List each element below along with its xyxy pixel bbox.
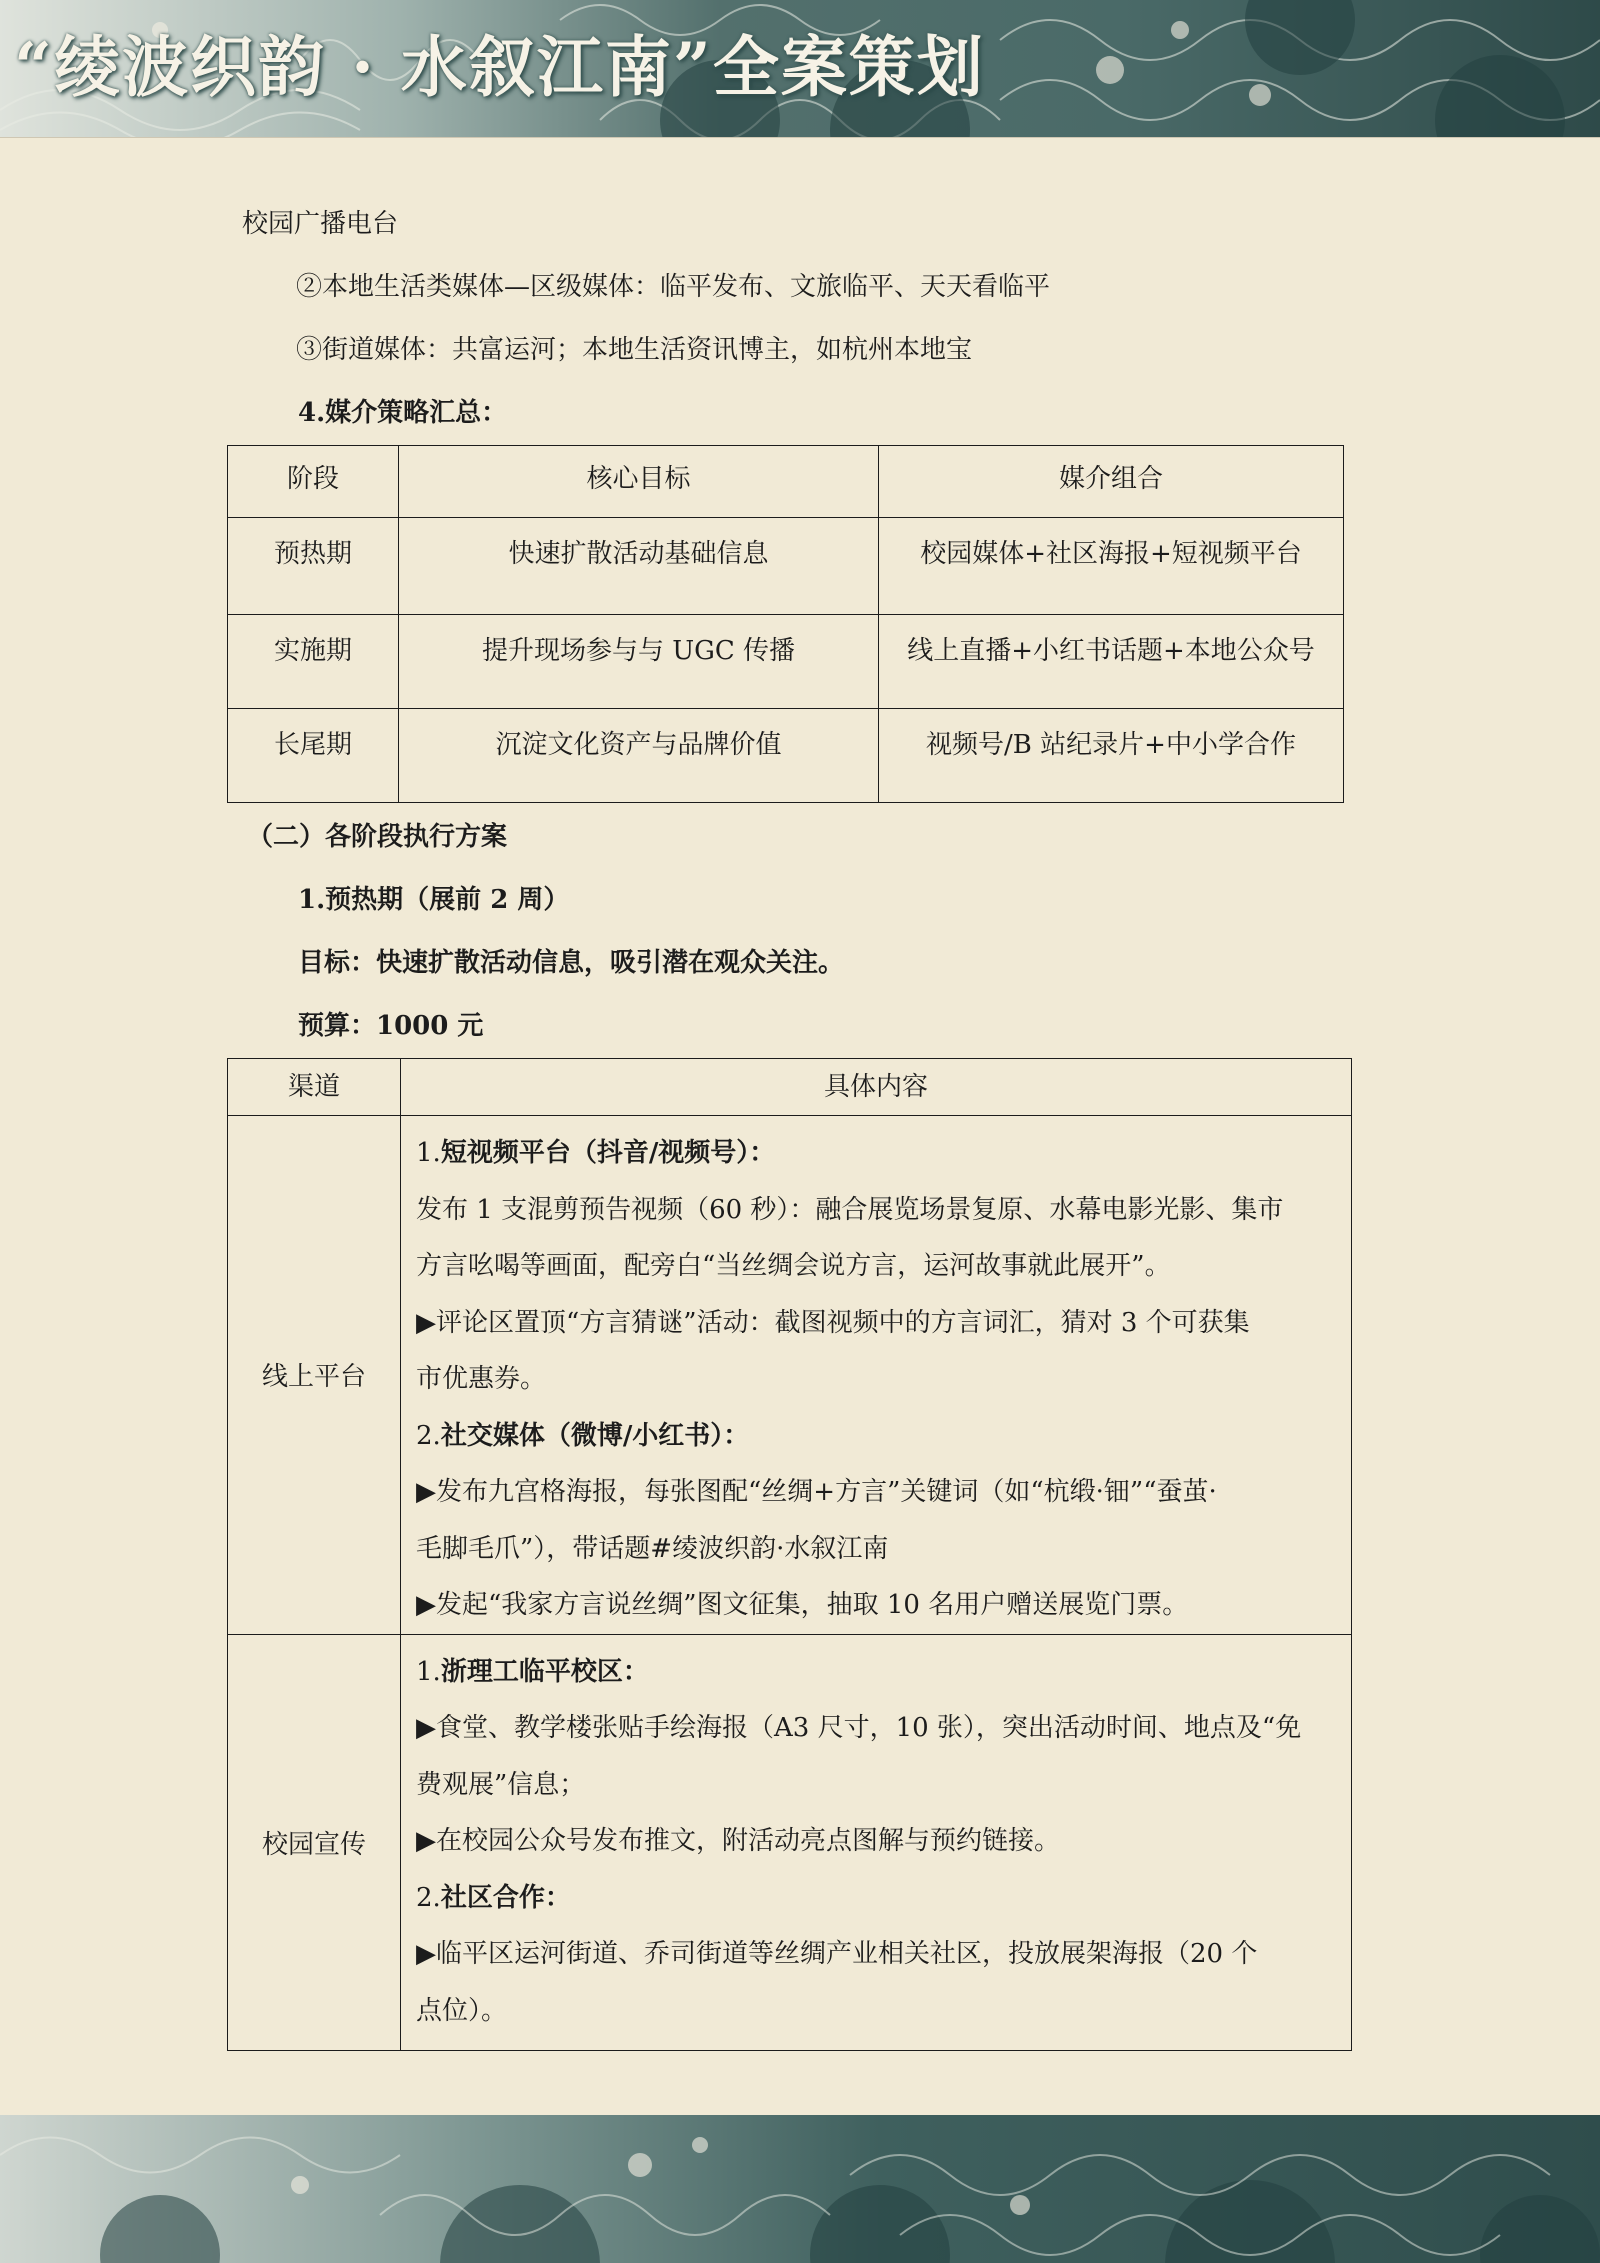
content-line: ▶发布九宫格海报，每张图配“丝绸+方言”关键词（如“杭缎·钿”“蚕茧· (416, 1477, 1217, 1507)
text-local-life-media: ②本地生活类媒体—区级媒体：临平发布、文旅临平、天天看临平 (296, 272, 1051, 302)
table-header-row (228, 1059, 1352, 1116)
content-line: 发布 1 支混剪预告视频（60 秒）：融合展览场景复原、水幕电影光影、集市 (416, 1194, 1284, 1225)
content-heading-number: 2. (416, 1882, 441, 1913)
ink-wave-decoration (0, 2115, 1600, 2263)
content-heading (416, 1644, 1337, 1701)
content-heading (416, 1870, 1337, 1927)
content-heading-text: 浙理工临平校区： (440, 1656, 649, 1687)
content-line: ▶评论区置顶“方言猜谜”活动：截图视频中的方言词汇，猜对 3 个可获集 (416, 1307, 1250, 1338)
content-heading-text: 社交媒体（微博/小红书）： (440, 1420, 750, 1451)
content-line: ▶在校园公众号发布推文，附活动亮点图解与预约链接。 (416, 1826, 1060, 1856)
content-line: 方言吆喝等画面，配旁白“当丝绸会说方言，运河故事就此展开”。 (416, 1251, 1171, 1281)
content-line: 毛脚毛爪”），带话题#绫波织韵·水叙江南 (416, 1533, 889, 1564)
content-line: ▶发起“我家方言说丝绸”图文征集，抽取 10 名用户赠送展览门票。 (416, 1590, 1189, 1620)
content-heading-number: 2. (416, 1420, 441, 1451)
text-street-media: ③街道媒体：共富运河；本地生活资讯博主，如杭州本地宝 (296, 335, 973, 365)
content-heading-text: 社区合作： (440, 1882, 571, 1913)
header-banner (0, 0, 1600, 138)
channel-plan-table (227, 1058, 1352, 2051)
table-cell-content (401, 1634, 1352, 2050)
heading-preheat-period: 1.预热期（展前 2 周） (298, 885, 570, 915)
table-header-cell: 渠道 (228, 1059, 401, 1116)
table-row (228, 709, 1344, 803)
table-cell-media-mix: 线上直播+小红书话题+本地公众号 (879, 615, 1344, 709)
table-cell-stage: 长尾期 (228, 709, 399, 803)
table-header-cell: 媒介组合 (879, 446, 1344, 518)
table-cell-goal: 快速扩散活动基础信息 (399, 518, 879, 615)
content-heading-text: 短视频平台（抖音/视频号）： (440, 1138, 776, 1168)
content-line: ▶食堂、教学楼张贴手绘海报（A3 尺寸，10 张），突出活动时间、地点及“免 (416, 1713, 1302, 1743)
table-header-cell: 核心目标 (399, 446, 879, 518)
heading-media-strategy-summary: 4.媒介策略汇总： (298, 398, 508, 428)
table-cell-stage: 预热期 (228, 518, 399, 615)
text-goal: 目标：快速扩散活动信息，吸引潜在观众关注。 (298, 948, 845, 978)
content-heading (416, 1408, 1337, 1465)
content-line: 费观展”信息； (416, 1769, 586, 1800)
content-line: ▶临平区运河街道、乔司街道等丝绸产业相关社区，投放展架海报（20 个 (416, 1939, 1258, 1969)
table-row (228, 615, 1344, 709)
table-header-row (228, 446, 1344, 518)
content-line: 点位）。 (416, 1995, 508, 2026)
table-header-cell: 具体内容 (401, 1059, 1352, 1116)
table-cell-media-mix: 校园媒体+社区海报+短视频平台 (879, 518, 1344, 615)
content-heading (416, 1125, 1337, 1182)
heading-stage-execution: （二）各阶段执行方案 (247, 822, 508, 852)
content-line: 市优惠券。 (416, 1364, 547, 1394)
text-campus-radio: 校园广播电台 (242, 209, 399, 239)
table-cell-stage: 实施期 (228, 615, 399, 709)
table-row-online-platform (228, 1116, 1352, 1635)
text-budget: 预算：1000 元 (298, 1011, 484, 1041)
table-row (228, 518, 1344, 615)
table-cell-goal: 沉淀文化资产与品牌价值 (399, 709, 879, 803)
document-title: “绫波织韵 · 水叙江南”全案策划 (14, 28, 985, 106)
table-row-campus-promotion (228, 1634, 1352, 2050)
table-header-cell: 阶段 (228, 446, 399, 518)
table-cell-channel: 校园宣传 (228, 1634, 401, 2050)
footer-banner (0, 2115, 1600, 2263)
table-cell-media-mix: 视频号/B 站纪录片+中小学合作 (879, 709, 1344, 803)
table-cell-channel: 线上平台 (228, 1116, 401, 1635)
header-divider (0, 137, 1600, 138)
content-heading-number: 1. (416, 1138, 441, 1168)
table-cell-content (401, 1116, 1352, 1635)
media-strategy-table (227, 445, 1344, 803)
content-heading-number: 1. (416, 1656, 441, 1687)
table-cell-goal: 提升现场参与与 UGC 传播 (399, 615, 879, 709)
